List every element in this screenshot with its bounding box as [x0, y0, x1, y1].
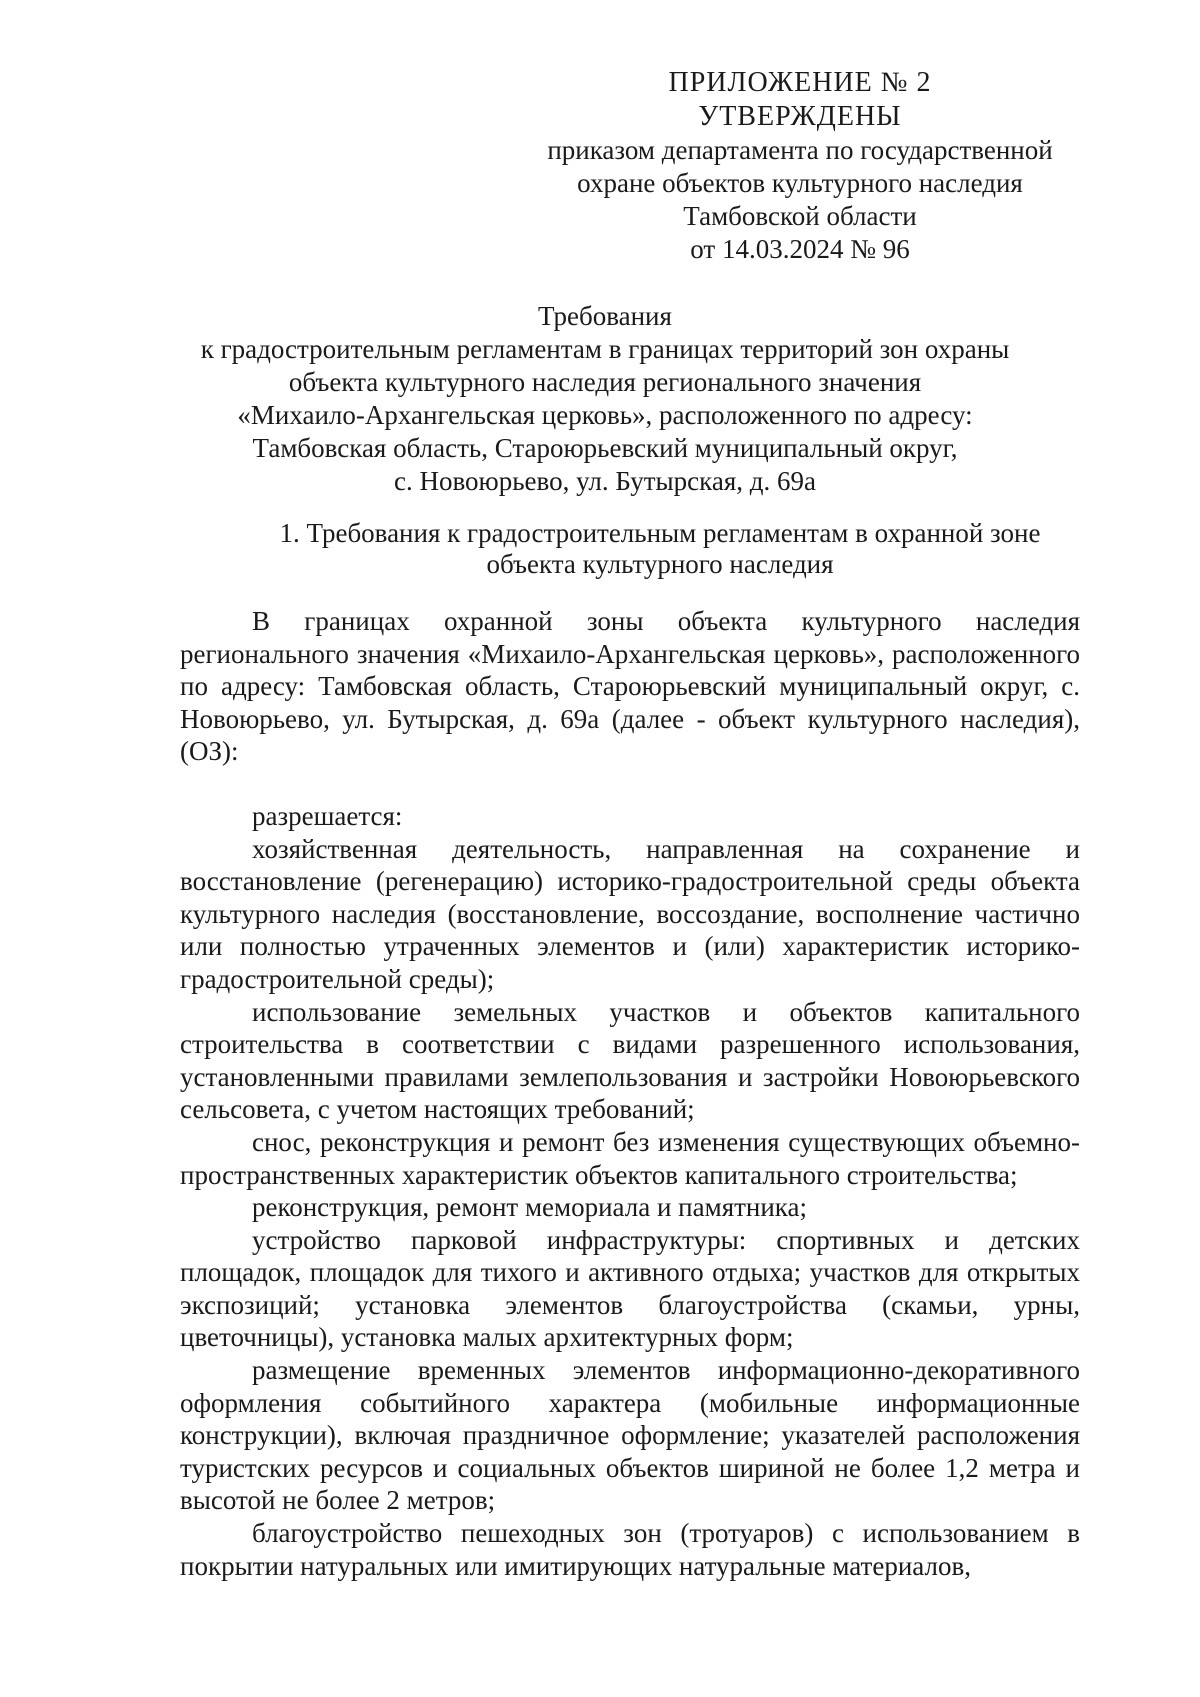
title-line: объекта культурного наследия регионального значения	[288, 367, 922, 397]
list-item: устройство парковой инфраструктуры: спортивных и детских площадок, площадок для тихого и активного отдыха; участков для открытых экспозиций; установка элементов благоустройства (скамьи, урны, цветочницы), установка малых архитектурных форм;	[180, 1224, 1080, 1353]
title-line: Тамбовская область, Староюрьевский муниципальный округ,	[252, 433, 958, 463]
title-line: Требования	[538, 301, 672, 331]
approval-order-line: охране объектов культурного наследия	[577, 168, 1023, 198]
document-title	[170, 300, 1040, 498]
approval-order-date: от 14.03.2024 № 96	[690, 234, 910, 264]
section-heading-line: 1. Требования к градостроительным регламентам в охранной зоне	[279, 518, 1041, 548]
list-item: хозяйственная деятельность, направленная на сохранение и восстановление (регенерацию) историко-градостроительной среды объекта культурного наследия (восстановление, воссоздание, восполнение частично или полностью утраченных элементов и (или) характеристик историко-градостроительной среды);	[180, 833, 1080, 994]
appendix-number: ПРИЛОЖЕНИЕ № 2	[668, 67, 932, 98]
intro-paragraph: В границах охранной зоны объекта культурного наследия регионального значения «Михаило-Архангельская церковь», расположенного по адресу: Тамбовская область, Староюрьевский муниципальный округ, с. Новоюрьево, ул. Бутырская, д. 69а (далее - объект культурного наследия), (ОЗ):	[180, 606, 1080, 767]
approval-order-line: Тамбовской области	[683, 201, 917, 231]
list-item: размещение временных элементов информационно-декоративного оформления событийного характера (мобильные информационные конструкции), включая праздничное оформление; указателей расположения туристских ресурсов и социальных объектов шириной не более 1,2 метра и высотой не более 2 метров;	[180, 1355, 1080, 1516]
section-heading-line: объекта культурного наследия	[486, 549, 834, 579]
section-body	[180, 605, 1080, 1582]
list-item: реконструкция, ремонт мемориала и памятника;	[252, 1192, 808, 1223]
allowed-label: разрешается:	[252, 800, 403, 831]
approval-stamp	[520, 66, 1080, 266]
title-line: «Михаило-Архангельская церковь», расположенного по адресу:	[237, 400, 973, 430]
title-line: к градостроительным регламентам в границах территорий зон охраны	[200, 334, 1010, 364]
list-item: снос, реконструкция и ремонт без изменения существующих объемно-пространственных характеристик объектов капитального строительства;	[180, 1126, 1080, 1190]
approved-label: УТВЕРЖДЕНЫ	[698, 101, 902, 132]
title-line: с. Новоюрьево, ул. Бутырская, д. 69а	[394, 466, 816, 496]
list-item: использование земельных участков и объектов капитального строительства в соответствии с видами разрешенного использования, установленными правилами землепользования и застройки Новоюрьевского сельсовета, с учетом настоящих требований;	[180, 996, 1080, 1125]
approval-order-line: приказом департамента по государственной	[547, 135, 1053, 165]
section-heading	[240, 518, 1080, 580]
list-item: благоустройство пешеходных зон (тротуаров) с использованием в покрытии натуральных или имитирующих натуральные материалов,	[180, 1518, 1080, 1581]
